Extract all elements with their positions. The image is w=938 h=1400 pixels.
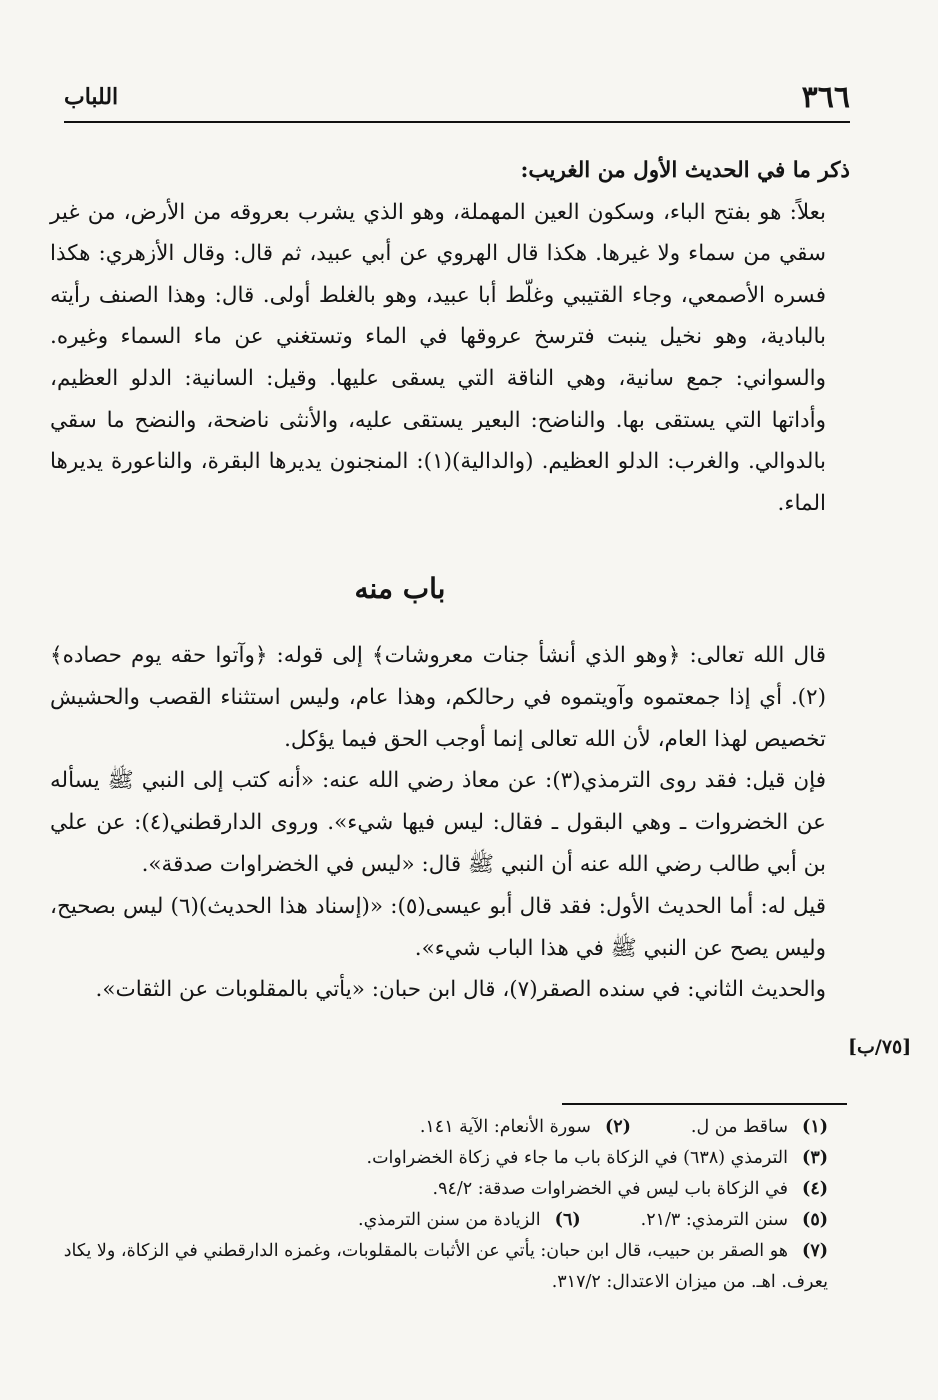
manuscript-folio-marker: [٧٥/ب] bbox=[848, 1036, 912, 1058]
footnote-row bbox=[50, 1143, 828, 1174]
running-title: اللباب bbox=[64, 84, 119, 110]
paragraph-reply: قيل له: أما الحديث الأول: فقد قال أبو عيسى(٥): «(إسناد هذا الحديث)(٦) ليس بصحيح، وليس يصح عن النبي ﷺ في هذا الباب شيء». bbox=[50, 893, 826, 961]
page-number: ٣٦٦ bbox=[801, 80, 850, 115]
footnote-text: الزيادة من سنن الترمذي. bbox=[358, 1210, 541, 1230]
footnote-row bbox=[50, 1236, 828, 1298]
footnote-row bbox=[50, 1205, 828, 1236]
section-heading: ذكر ما في الحديث الأول من الغريب: bbox=[520, 158, 850, 183]
paragraph-gharib: بعلاً: هو بفتح الباء، وسكون العين المهملة، وهو الذي يشرب بعروقه من الأرض، من غير سقي من سماء ولا غيرها. هكذا قال الهروي عن أبي عبيد، ثم قال: وقال الأزهري: هكذا فسره الأصمعي، وجاء القتيبي وغلّط أبا عبيد، وهو بالغلط أولى. قال: وهذا الصنف رأيته بالبادية، وهو نخيل ينبت فترسخ عروقها في الماء وتستغني عن ماء السماء وغيره. والسواني: جمع سانية، وهي الناقة التي يسقى عليها. وقيل: السانية: الدلو العظيم، وأداتها التي يستقى بها. والناضح: البعير يستقى عليه، والأنثى ناضحة، والنضح ما سقي بالدوالي. والغرب: الدلو العظيم. (والدالية)(١): المنجنون يديرها البقرة، والناعورة يديرها الماء. bbox=[50, 199, 826, 516]
footnote-separator bbox=[562, 1103, 847, 1105]
footnote-text: في الزكاة باب ليس في الخضراوات صدقة: ٩٤/٢. bbox=[432, 1179, 788, 1199]
chapter-text-block bbox=[50, 635, 850, 1011]
footnote-text: سورة الأنعام: الآية ١٤١. bbox=[419, 1117, 591, 1137]
paragraph-second-hadith: والحديث الثاني: في سنده الصقر(٧)، قال ابن حبان: «يأتي بالمقلوبات عن الثقات». bbox=[95, 977, 826, 1003]
footnote-number: (٥) bbox=[802, 1210, 828, 1230]
paragraph-verse: قال الله تعالى: ﴿وهو الذي أنشأ جنات معروشات﴾ إلى قوله: ﴿وآتوا حقه يوم حصاده﴾(٢). أي إذا جمعتموه وآويتموه في رحالكم، وهذا عام، وليس استثناء القصب والحشيش تخصيص لهذا العام، لأن الله تعالى إنما أوجب الحق فيما يؤكل. bbox=[50, 643, 826, 752]
header-rule bbox=[64, 121, 850, 123]
footnote-text: هو الصقر بن حبيب، قال ابن حبان: يأتي عن الأثبات بالمقلوبات، وغمزه الدارقطني في الزكاة، ولا يكاد يعرف. اهـ. من ميزان الاعتدال: ٣١٧/٢. bbox=[63, 1241, 828, 1292]
footnote-number: (١) bbox=[802, 1117, 828, 1137]
main-text-block bbox=[50, 150, 850, 524]
footnote-number: (٣) bbox=[802, 1148, 828, 1168]
paragraph-objection: فإن قيل: فقد روى الترمذي(٣): عن معاذ رضي الله عنه: «أنه كتب إلى النبي ﷺ يسأله عن الخضروات ـ وهي البقول ـ فقال: ليس فيها شيء». وروى الدارقطني(٤): عن علي بن أبي طالب رضي الله عنه أن النبي ﷺ قال: «ليس في الخضراوات صدقة». bbox=[50, 768, 826, 877]
footnote-number: (٤) bbox=[802, 1179, 828, 1199]
footnotes bbox=[50, 1112, 828, 1298]
footnote-number: (٧) bbox=[802, 1241, 828, 1261]
footnote-text: سنن الترمذي: ٢١/٣. bbox=[640, 1210, 788, 1230]
footnote-number: (٢) bbox=[604, 1117, 631, 1137]
footnote-text: الترمذي (٦٣٨) في الزكاة باب ما جاء في زكاة الخضراوات. bbox=[366, 1148, 788, 1168]
footnote-text: ساقط من ل. bbox=[690, 1117, 788, 1137]
page-header bbox=[64, 78, 850, 118]
footnote-number: (٦) bbox=[554, 1210, 581, 1230]
footnote-row bbox=[50, 1112, 828, 1143]
chapter-heading: باب منه bbox=[354, 572, 446, 605]
footnote-row bbox=[50, 1174, 828, 1205]
